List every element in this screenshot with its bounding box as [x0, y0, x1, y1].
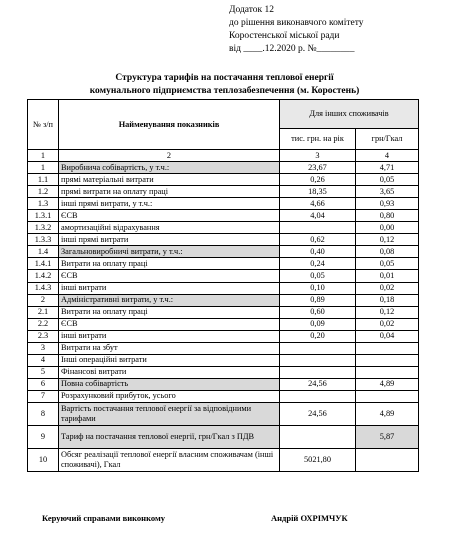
row-indicator-name: інші прямі витрати, у т.ч.:: [59, 198, 280, 210]
header-number: № з/п: [28, 100, 59, 150]
row-indicator-name: прямі витрати на оплату праці: [59, 186, 280, 198]
row-number: 1.4.2: [28, 270, 59, 282]
row-number: 8: [28, 402, 59, 425]
row-number: 1: [28, 162, 59, 174]
appendix-council: Коростенської міської ради: [229, 31, 340, 41]
value-uah-per-gcal: 5,87: [356, 425, 419, 448]
table-row: [28, 402, 419, 425]
value-uah-per-gcal: 0,01: [356, 270, 419, 282]
value-thousand-uah: 18,35: [280, 186, 356, 198]
value-thousand-uah: [280, 390, 356, 402]
table-row: [28, 222, 419, 234]
value-thousand-uah: 0,62: [280, 234, 356, 246]
row-number: 2: [28, 294, 59, 306]
value-uah-per-gcal: 0,08: [356, 246, 419, 258]
value-uah-per-gcal: 0,12: [356, 234, 419, 246]
row-number: 1.1: [28, 174, 59, 186]
value-uah-per-gcal: 0,05: [356, 174, 419, 186]
value-uah-per-gcal: 0,05: [356, 258, 419, 270]
value-thousand-uah: 0,05: [280, 270, 356, 282]
appendix-header: [229, 4, 363, 56]
table-row: [28, 366, 419, 378]
row-indicator-name: Виробнича собівартість, у т.ч.:: [59, 162, 280, 174]
row-number: 2.2: [28, 318, 59, 330]
value-uah-per-gcal: 0,12: [356, 306, 419, 318]
row-indicator-name: Обсяг реалізації теплової енергії власним споживачам (інші споживачі), Гкал: [59, 448, 280, 471]
row-indicator-name: інші витрати: [59, 282, 280, 294]
value-thousand-uah: 4,04: [280, 210, 356, 222]
row-indicator-name: Витрати на оплату праці: [59, 258, 280, 270]
header-indicator-name: Найменування показників: [59, 100, 280, 150]
value-thousand-uah: 24,56: [280, 378, 356, 390]
row-number: 1.3: [28, 198, 59, 210]
index-cell: 1: [28, 150, 59, 162]
table-row: [28, 425, 419, 448]
signature-position: Керуючий справами виконкому: [42, 513, 165, 523]
value-uah-per-gcal: [356, 354, 419, 366]
value-thousand-uah: 0,24: [280, 258, 356, 270]
value-thousand-uah: [280, 222, 356, 234]
value-uah-per-gcal: 0,93: [356, 198, 419, 210]
value-thousand-uah: [280, 425, 356, 448]
value-thousand-uah: 0,26: [280, 174, 356, 186]
row-number: 1.4.1: [28, 258, 59, 270]
row-indicator-name: Тариф на постачання теплової енергії, грн/Гкал з ПДВ: [59, 425, 280, 448]
table-row: [28, 210, 419, 222]
table-row: [28, 246, 419, 258]
row-number: 9: [28, 425, 59, 448]
value-uah-per-gcal: 4,89: [356, 402, 419, 425]
table-row: [28, 342, 419, 354]
row-indicator-name: ЄСВ: [59, 318, 280, 330]
row-indicator-name: Розрахунковий прибуток, усього: [59, 390, 280, 402]
value-thousand-uah: 23,67: [280, 162, 356, 174]
row-indicator-name: амортизаційні відрахування: [59, 222, 280, 234]
row-number: 1.3.2: [28, 222, 59, 234]
value-uah-per-gcal: [356, 342, 419, 354]
appendix-number: Додаток 12: [229, 5, 275, 15]
value-uah-per-gcal: 0,80: [356, 210, 419, 222]
row-number: 1.4.3: [28, 282, 59, 294]
value-thousand-uah: [280, 354, 356, 366]
row-indicator-name: Вартість постачання теплової енергії за відповідними тарифами: [59, 402, 280, 425]
appendix-decision: до рішення виконавчого комітету: [229, 18, 364, 28]
table-row: [28, 378, 419, 390]
table-row: [28, 390, 419, 402]
table-row: [28, 318, 419, 330]
value-uah-per-gcal: 0,02: [356, 318, 419, 330]
header-uah-per-gcal: грн/Гкал: [356, 129, 419, 150]
row-number: 5: [28, 366, 59, 378]
row-indicator-name: ЄСВ: [59, 270, 280, 282]
value-uah-per-gcal: 4,71: [356, 162, 419, 174]
table-row: [28, 258, 419, 270]
value-uah-per-gcal: 4,89: [356, 378, 419, 390]
row-number: 1.3.1: [28, 210, 59, 222]
row-indicator-name: інші витрати: [59, 330, 280, 342]
row-number: 10: [28, 448, 59, 471]
table-row: [28, 306, 419, 318]
table-row: [28, 330, 419, 342]
value-uah-per-gcal: 0,18: [356, 294, 419, 306]
row-number: 1.4: [28, 246, 59, 258]
value-thousand-uah: 0,89: [280, 294, 356, 306]
title-line-1: Структура тарифів на постачання теплової енергії: [115, 73, 334, 83]
value-thousand-uah: 0,60: [280, 306, 356, 318]
value-uah-per-gcal: 0,04: [356, 330, 419, 342]
row-number: 4: [28, 354, 59, 366]
value-thousand-uah: 5021,80: [280, 448, 356, 471]
row-indicator-name: Загальновиробничі витрати, у т.ч.:: [59, 246, 280, 258]
row-indicator-name: Адміністративні витрати, у т.ч.:: [59, 294, 280, 306]
value-uah-per-gcal: 3,65: [356, 186, 419, 198]
appendix-date: від ____.12.2020 р. №________: [229, 44, 355, 54]
table-row: [28, 198, 419, 210]
value-thousand-uah: 0,40: [280, 246, 356, 258]
value-uah-per-gcal: 0,02: [356, 282, 419, 294]
table-row: [28, 270, 419, 282]
value-thousand-uah: 4,66: [280, 198, 356, 210]
table-row: [28, 282, 419, 294]
table-row: [28, 354, 419, 366]
row-indicator-name: ЄСВ: [59, 210, 280, 222]
header-other-consumers: Для інших споживачів: [280, 100, 419, 129]
row-indicator-name: Повна собівартість: [59, 378, 280, 390]
row-number: 2.1: [28, 306, 59, 318]
value-thousand-uah: 0,20: [280, 330, 356, 342]
row-indicator-name: Витрати на оплату праці: [59, 306, 280, 318]
index-cell: 3: [280, 150, 356, 162]
row-number: 2.3: [28, 330, 59, 342]
value-thousand-uah: 0,10: [280, 282, 356, 294]
row-indicator-name: Фінансові витрати: [59, 366, 280, 378]
row-indicator-name: Інші операційні витрати: [59, 354, 280, 366]
value-thousand-uah: 24,56: [280, 402, 356, 425]
row-indicator-name: Витрати на збут: [59, 342, 280, 354]
index-row: [28, 150, 419, 162]
row-number: 1.3.3: [28, 234, 59, 246]
signature-name: Андрій ОХРІМЧУК: [271, 513, 348, 523]
value-uah-per-gcal: 0,00: [356, 222, 419, 234]
tariff-structure-table: [27, 99, 419, 472]
row-number: 6: [28, 378, 59, 390]
index-cell: 4: [356, 150, 419, 162]
value-thousand-uah: [280, 366, 356, 378]
row-number: 7: [28, 390, 59, 402]
table-row: [28, 186, 419, 198]
row-number: 3: [28, 342, 59, 354]
title-line-2: комунального підприємства теплозабезпечення (м. Коростень): [89, 85, 360, 96]
value-uah-per-gcal: [356, 390, 419, 402]
row-indicator-name: прямі матеріальні витрати: [59, 174, 280, 186]
table-row: [28, 448, 419, 471]
value-thousand-uah: [280, 342, 356, 354]
index-cell: 2: [59, 150, 280, 162]
row-number: 1.2: [28, 186, 59, 198]
value-thousand-uah: 0,09: [280, 318, 356, 330]
row-indicator-name: інші прямі витрати: [59, 234, 280, 246]
value-uah-per-gcal: [356, 366, 419, 378]
document-title: [0, 72, 449, 97]
table-row: [28, 162, 419, 174]
table-row: [28, 294, 419, 306]
table-row: [28, 174, 419, 186]
table-row: [28, 234, 419, 246]
value-uah-per-gcal: [356, 448, 419, 471]
header-thousand-uah-per-year: тис. грн. на рік: [280, 129, 356, 150]
